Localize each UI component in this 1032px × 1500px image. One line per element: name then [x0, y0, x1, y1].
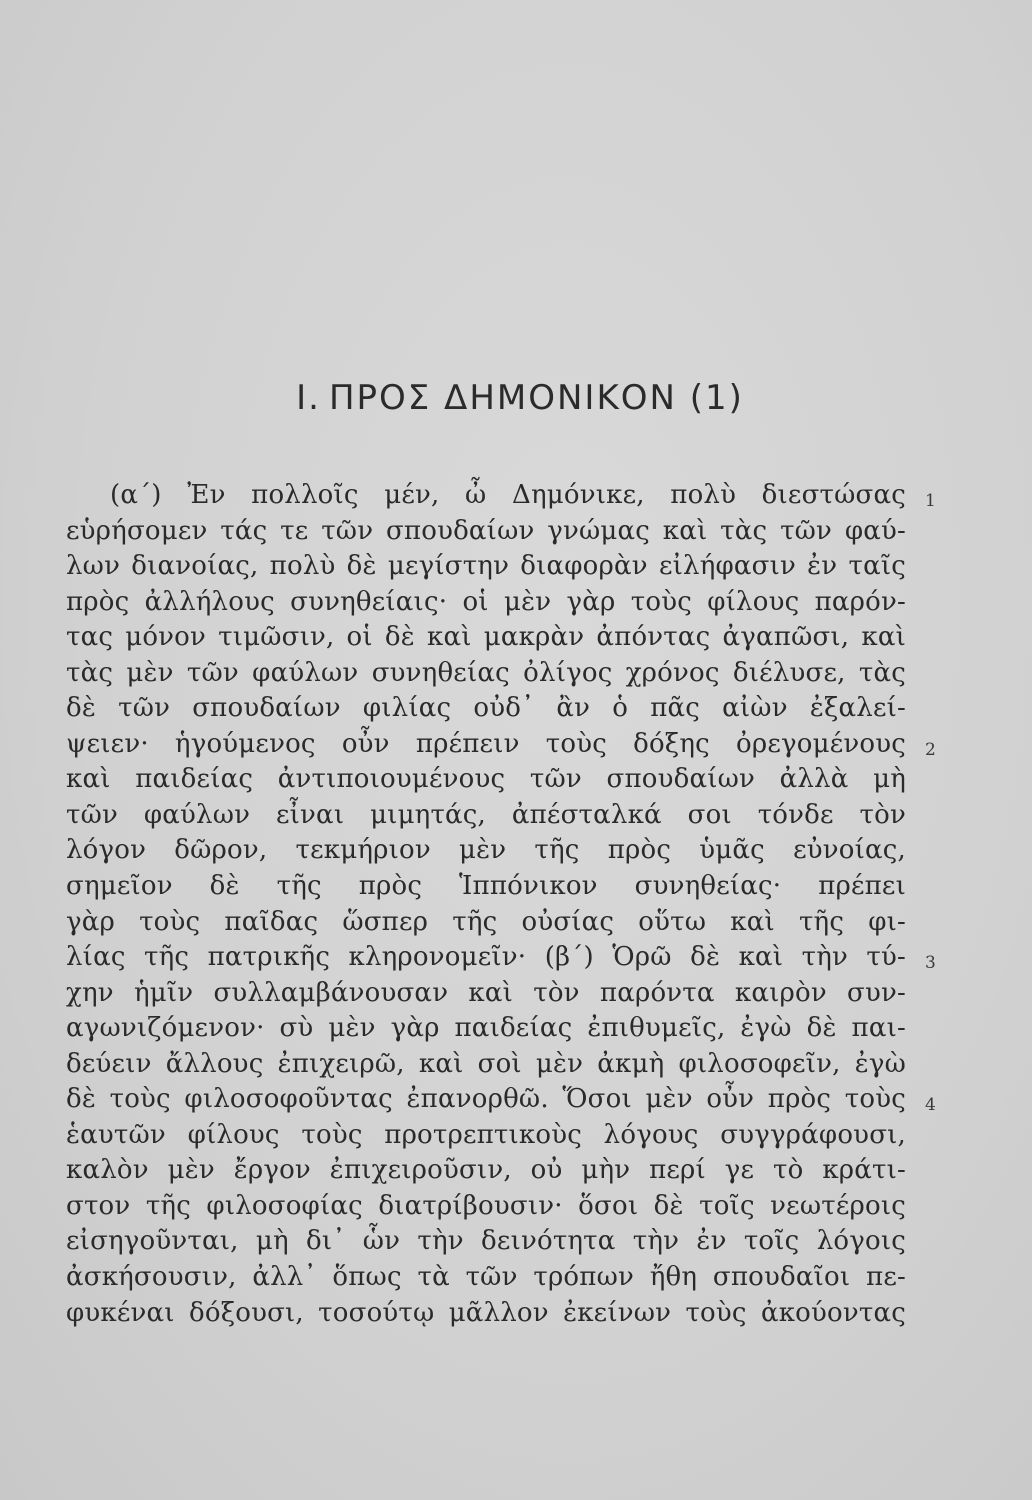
- text-line: δὲ τοὺς φιλοσοφοῦντας ἐπανορθῶ. Ὅσοι μὲν οὖν πρὸς τοὺς: [66, 1084, 906, 1115]
- text-line: σημεῖον δὲ τῆς πρὸς Ἱππόνικον συνηθείας· πρέπει: [66, 871, 906, 902]
- chapter-title: [0, 378, 1032, 418]
- text-line: τας μόνον τιμῶσιν, οἱ δὲ καὶ μακρὰν ἀπόντας ἀγαπῶσι, καὶ: [66, 622, 906, 653]
- text-line: στον τῆς φιλοσοφίας διατρίβουσιν· ὅσοι δὲ τοῖς νεωτέροις: [66, 1190, 906, 1221]
- text-line: εἰσηγοῦνται, μὴ δι᾿ ὧν τὴν δεινότητα τὴν ἐν τοῖς λόγοις: [66, 1226, 906, 1257]
- text-line: καλὸν μὲν ἔργον ἐπιχειροῦσιν, οὐ μὴν περί γε τὸ κράτι-: [66, 1155, 906, 1186]
- section-number: 2: [925, 739, 936, 760]
- text-line: τῶν φαύλων εἶναι μιμητάς, ἀπέσταλκά σοι τόνδε τὸν: [66, 799, 906, 830]
- chapter-number: Ι.: [296, 378, 321, 418]
- text-line: λόγον δῶρον, τεκμήριον μὲν τῆς πρὸς ὑμᾶς εὐνοίας,: [66, 835, 906, 866]
- text-line: δεύειν ἄλλους ἐπιχειρῶ, καὶ σοὶ μὲν ἀκμὴ φιλοσοφεῖν, ἐγὼ: [66, 1048, 906, 1079]
- text-line: ἑαυτῶν φίλους τοὺς προτρεπτικοὺς λόγους συγγράφουσι,: [66, 1119, 906, 1150]
- text-line: (α΄) Ἐν πολλοῖς μέν, ὦ Δημόνικε, πολὺ διεστώσας: [110, 480, 906, 510]
- text-line: εὑρήσομεν τάς τε τῶν σπουδαίων γνώμας καὶ τὰς τῶν φαύ-: [66, 515, 906, 546]
- text-line: αγωνιζόμενον· σὺ μὲν γὰρ παιδείας ἐπιθυμεῖς, ἐγὼ δὲ παι-: [66, 1013, 906, 1044]
- chapter-heading: ΠΡΟΣ ΔΗΜΟΝΙΚΟΝ (1): [328, 378, 744, 418]
- section-number: 3: [925, 953, 936, 974]
- text-line: χην ἡμῖν συλλαμβάνουσαν καὶ τὸν παρόντα καιρὸν συν-: [66, 977, 906, 1008]
- section-number: 4: [925, 1095, 936, 1116]
- text-line: λων διανοίας, πολὺ δὲ μεγίστην διαφορὰν εἰλήφασιν ἐν ταῖς: [66, 551, 906, 582]
- text-line: γὰρ τοὺς παῖδας ὥσπερ τῆς οὐσίας οὕτω καὶ τῆς φι-: [66, 906, 906, 937]
- section-number: 1: [925, 491, 936, 511]
- text-line: ψειεν· ἡγούμενος οὖν πρέπειν τοὺς δόξης ὀρεγομένους: [66, 728, 906, 759]
- text-line: καὶ παιδείας ἀντιποιουμένους τῶν σπουδαίων ἀλλὰ μὴ: [66, 764, 906, 795]
- text-line: φυκέναι δόξουσι, τοσούτῳ μᾶλλον ἐκείνων τοὺς ἀκούοντας: [66, 1297, 906, 1328]
- text-line: ἀσκήσουσιν, ἀλλ᾿ ὅπως τὰ τῶν τρόπων ἤθη σπουδαῖοι πε-: [66, 1262, 906, 1293]
- text-line: δὲ τῶν σπουδαίων φιλίας οὐδ᾿ ἂν ὁ πᾶς αἰὼν ἐξαλεί-: [66, 693, 906, 724]
- text-line: λίας τῆς πατρικῆς κληρονομεῖν· (β΄) Ὁρῶ δὲ καὶ τὴν τύ-: [66, 942, 906, 973]
- body-text: [66, 478, 906, 1331]
- text-line: τὰς μὲν τῶν φαύλων συνηθείας ὀλίγος χρόνος διέλυσε, τὰς: [66, 657, 906, 688]
- text-line: πρὸς ἀλλήλους συνηθείαις· οἱ μὲν γὰρ τοὺς φίλους παρόν-: [66, 586, 906, 617]
